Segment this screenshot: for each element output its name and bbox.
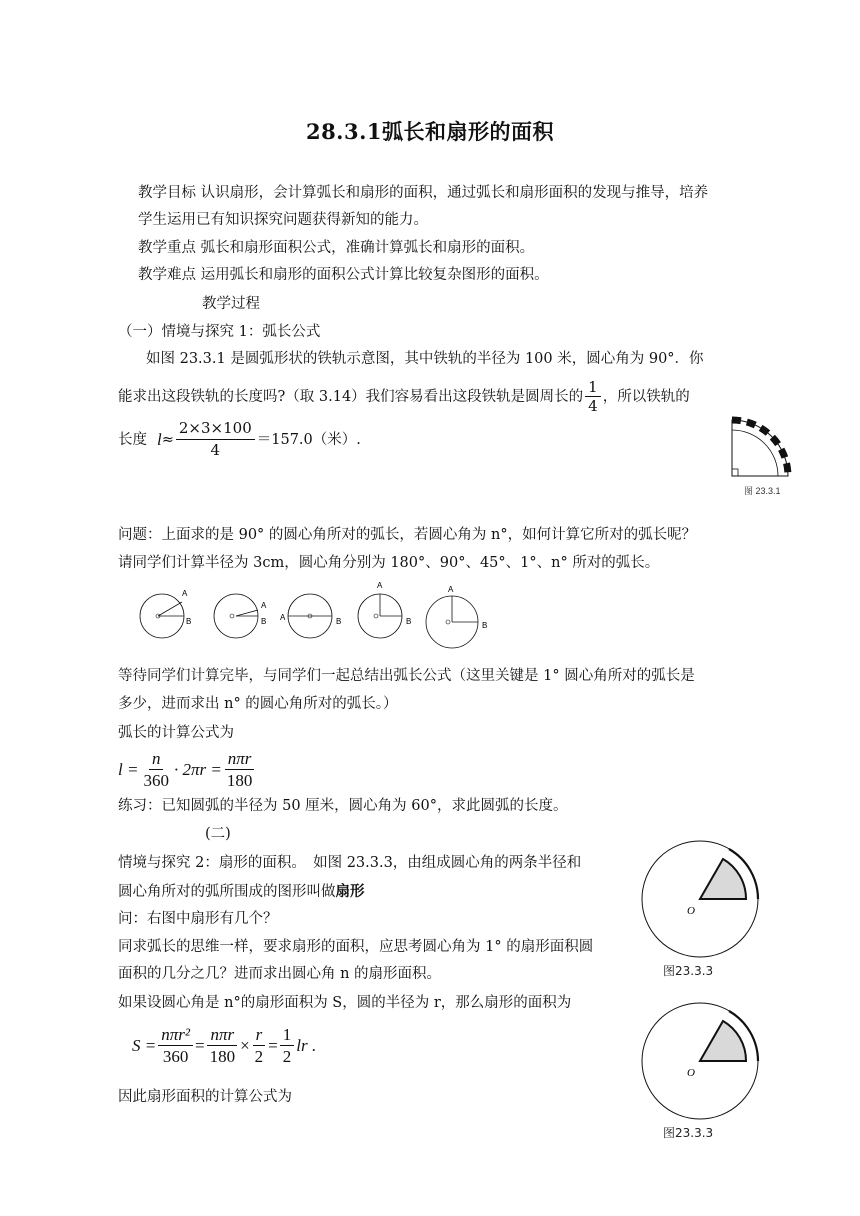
label-a: A <box>280 613 286 622</box>
section1-para-line1: 如图 23.3.1 是圆弧形状的铁轨示意图，其中铁轨的半径为 100 米，圆心角为 90°．你 <box>146 351 704 367</box>
arc-formula-lhs: l = <box>118 759 139 779</box>
area-frac3-den: 2 <box>254 1047 264 1066</box>
label-a: A <box>261 601 267 610</box>
label-a: A <box>377 581 383 590</box>
section1-para-line2-b: ，所以铁轨的 <box>602 388 690 405</box>
length-den: 4 <box>210 441 221 459</box>
area-times: × <box>240 1035 250 1055</box>
length-var: l <box>157 429 162 449</box>
question-line-1: 问题：上面求的是 90° 的圆心角所对的弧长，若圆心角为 n°，如何计算它所对的弧长呢？ <box>118 527 697 543</box>
arc-frac2-num: nπr <box>225 748 255 770</box>
area-tail: lr <box>296 1035 308 1055</box>
arc-length-formula <box>118 748 257 791</box>
sector-label-o: O <box>687 905 695 917</box>
circle-1 <box>358 581 411 638</box>
section2-line2 <box>118 882 365 902</box>
quarter-fraction <box>585 378 601 415</box>
arc-frac1-num: n <box>149 748 164 770</box>
arc-formula-heading: 弧长的计算公式为 <box>118 725 234 741</box>
question-line-2: 请同学们计算半径为 3cm，圆心角分别为 180°、90°、45°、1°、n° 所对的弧长。 <box>118 555 660 571</box>
section1-heading: （一）情境与探究 1：弧长公式 <box>118 324 321 340</box>
section2-line4: 面积的几分之几？进而求出圆心角 n 的扇形面积。 <box>118 966 442 982</box>
arc-formula-frac2 <box>224 748 256 791</box>
sector-figure-2 <box>636 1000 766 1122</box>
quarter-den: 4 <box>585 396 601 415</box>
label-b: B <box>261 617 267 626</box>
key-points: 教学重点 弧长和扇形面积公式，准确计算弧长和扇形的面积。 <box>138 240 535 256</box>
circle-45 <box>280 594 341 638</box>
arc-formula-frac1 <box>140 748 172 791</box>
arc-frac1-den: 360 <box>143 771 169 790</box>
section2-final: 因此扇形面积的计算公式为 <box>118 1089 292 1105</box>
area-frac1-num: nπr² <box>158 1024 193 1046</box>
sector-figure-1 <box>636 838 766 960</box>
summary-line-2: 多少，进而求出 n° 的圆心角所对的弧长。） <box>118 696 398 712</box>
area-frac1-den: 360 <box>162 1047 189 1066</box>
section2-line3: 同求弧长的思维一样，要求扇形的面积，应思考圆心角为 1° 的扇形面积圆 <box>118 939 594 955</box>
circle-180 <box>140 589 191 638</box>
area-eq-1: = <box>194 1035 205 1055</box>
area-frac2-num: nπr <box>207 1024 237 1046</box>
sector-figure-2-caption: 图23.3.3 <box>663 1126 714 1140</box>
area-formula-lhs: S = <box>132 1035 157 1055</box>
length-calculation <box>118 418 361 461</box>
exercise: 练习：已知圆弧的半径为 50 厘米，圆心角为 60°，求此圆弧的长度。 <box>118 798 568 814</box>
process-heading: 教学过程 <box>202 296 260 312</box>
length-num: 2×3×100 <box>176 418 255 440</box>
quarter-num: 1 <box>588 378 598 396</box>
arc-formula-mid: · 2πr = <box>173 759 222 779</box>
objective-line-2: 学生运用已有知识探究问题获得新知的能力。 <box>138 212 428 228</box>
rail-figure-caption: 图 23.3.1 <box>744 486 781 496</box>
difficulty: 教学难点 运用弧长和扇形的面积公式计算比较复杂图形的面积。 <box>138 267 549 283</box>
area-frac1 <box>158 1024 193 1067</box>
area-frac3-num: r <box>253 1024 266 1046</box>
sector-term: 扇形 <box>335 883 365 900</box>
sector-area-formula <box>132 1024 316 1067</box>
circle-90 <box>214 594 267 638</box>
sector-label-o: O <box>687 1067 695 1079</box>
section2-line5: 如果设圆心角是 n°的扇形面积为 S，圆的半径为 r，那么扇形的面积为 <box>118 995 572 1011</box>
area-frac4 <box>280 1024 295 1067</box>
area-frac2-den: 180 <box>209 1047 236 1066</box>
sector-figure-1-caption: 图23.3.3 <box>663 964 714 978</box>
section2-question: 问：右图中扇形有几个？ <box>118 911 278 927</box>
section1-para-line2 <box>118 378 690 415</box>
label-b: B <box>406 617 412 626</box>
section2-heading: (二) <box>205 826 231 842</box>
section2-line2-text: 圆心角所对的弧所围成的图形叫做 <box>118 884 336 900</box>
label-b: B <box>186 617 192 626</box>
section1-para-line2-a: 能求出这段铁轨的长度吗?（取 3.14）我们容易看出这段铁轨是圆周长的 <box>118 388 584 405</box>
circle-n <box>426 585 487 648</box>
arc-frac2-den: 180 <box>226 771 253 790</box>
section2-line1: 情境与探究 2：扇形的面积。 如图 23.3.3，由组成圆心角的两条半径和 <box>118 855 582 871</box>
page-title: 28.3.1弧长和扇形的面积 <box>305 119 555 144</box>
label-a: A <box>448 585 454 594</box>
label-a: A <box>182 589 188 598</box>
area-period: . <box>311 1035 316 1055</box>
area-frac3 <box>252 1024 267 1067</box>
area-frac2 <box>207 1024 239 1067</box>
objective-line-1: 教学目标 认识扇形，会计算弧长和扇形的面积，通过弧长和扇形面积的发现与推导，培养 <box>138 185 709 201</box>
label-b: B <box>482 621 488 630</box>
label-b: B <box>336 617 342 626</box>
area-eq-2: = <box>268 1035 278 1055</box>
rail-figure <box>724 416 800 486</box>
area-frac4-num: 1 <box>280 1024 295 1046</box>
length-fraction <box>176 418 255 461</box>
area-frac4-den: 2 <box>282 1047 292 1066</box>
length-result: ＝157.0（米）. <box>256 431 361 448</box>
length-label: 长度 <box>118 431 147 448</box>
summary-line-1: 等待同学们计算完毕，与同学们一起总结出弧长公式（这里关键是 1° 圆心角所对的弧长是 <box>118 668 695 684</box>
angle-circles <box>130 578 500 654</box>
length-approx: ≈ <box>161 431 174 448</box>
